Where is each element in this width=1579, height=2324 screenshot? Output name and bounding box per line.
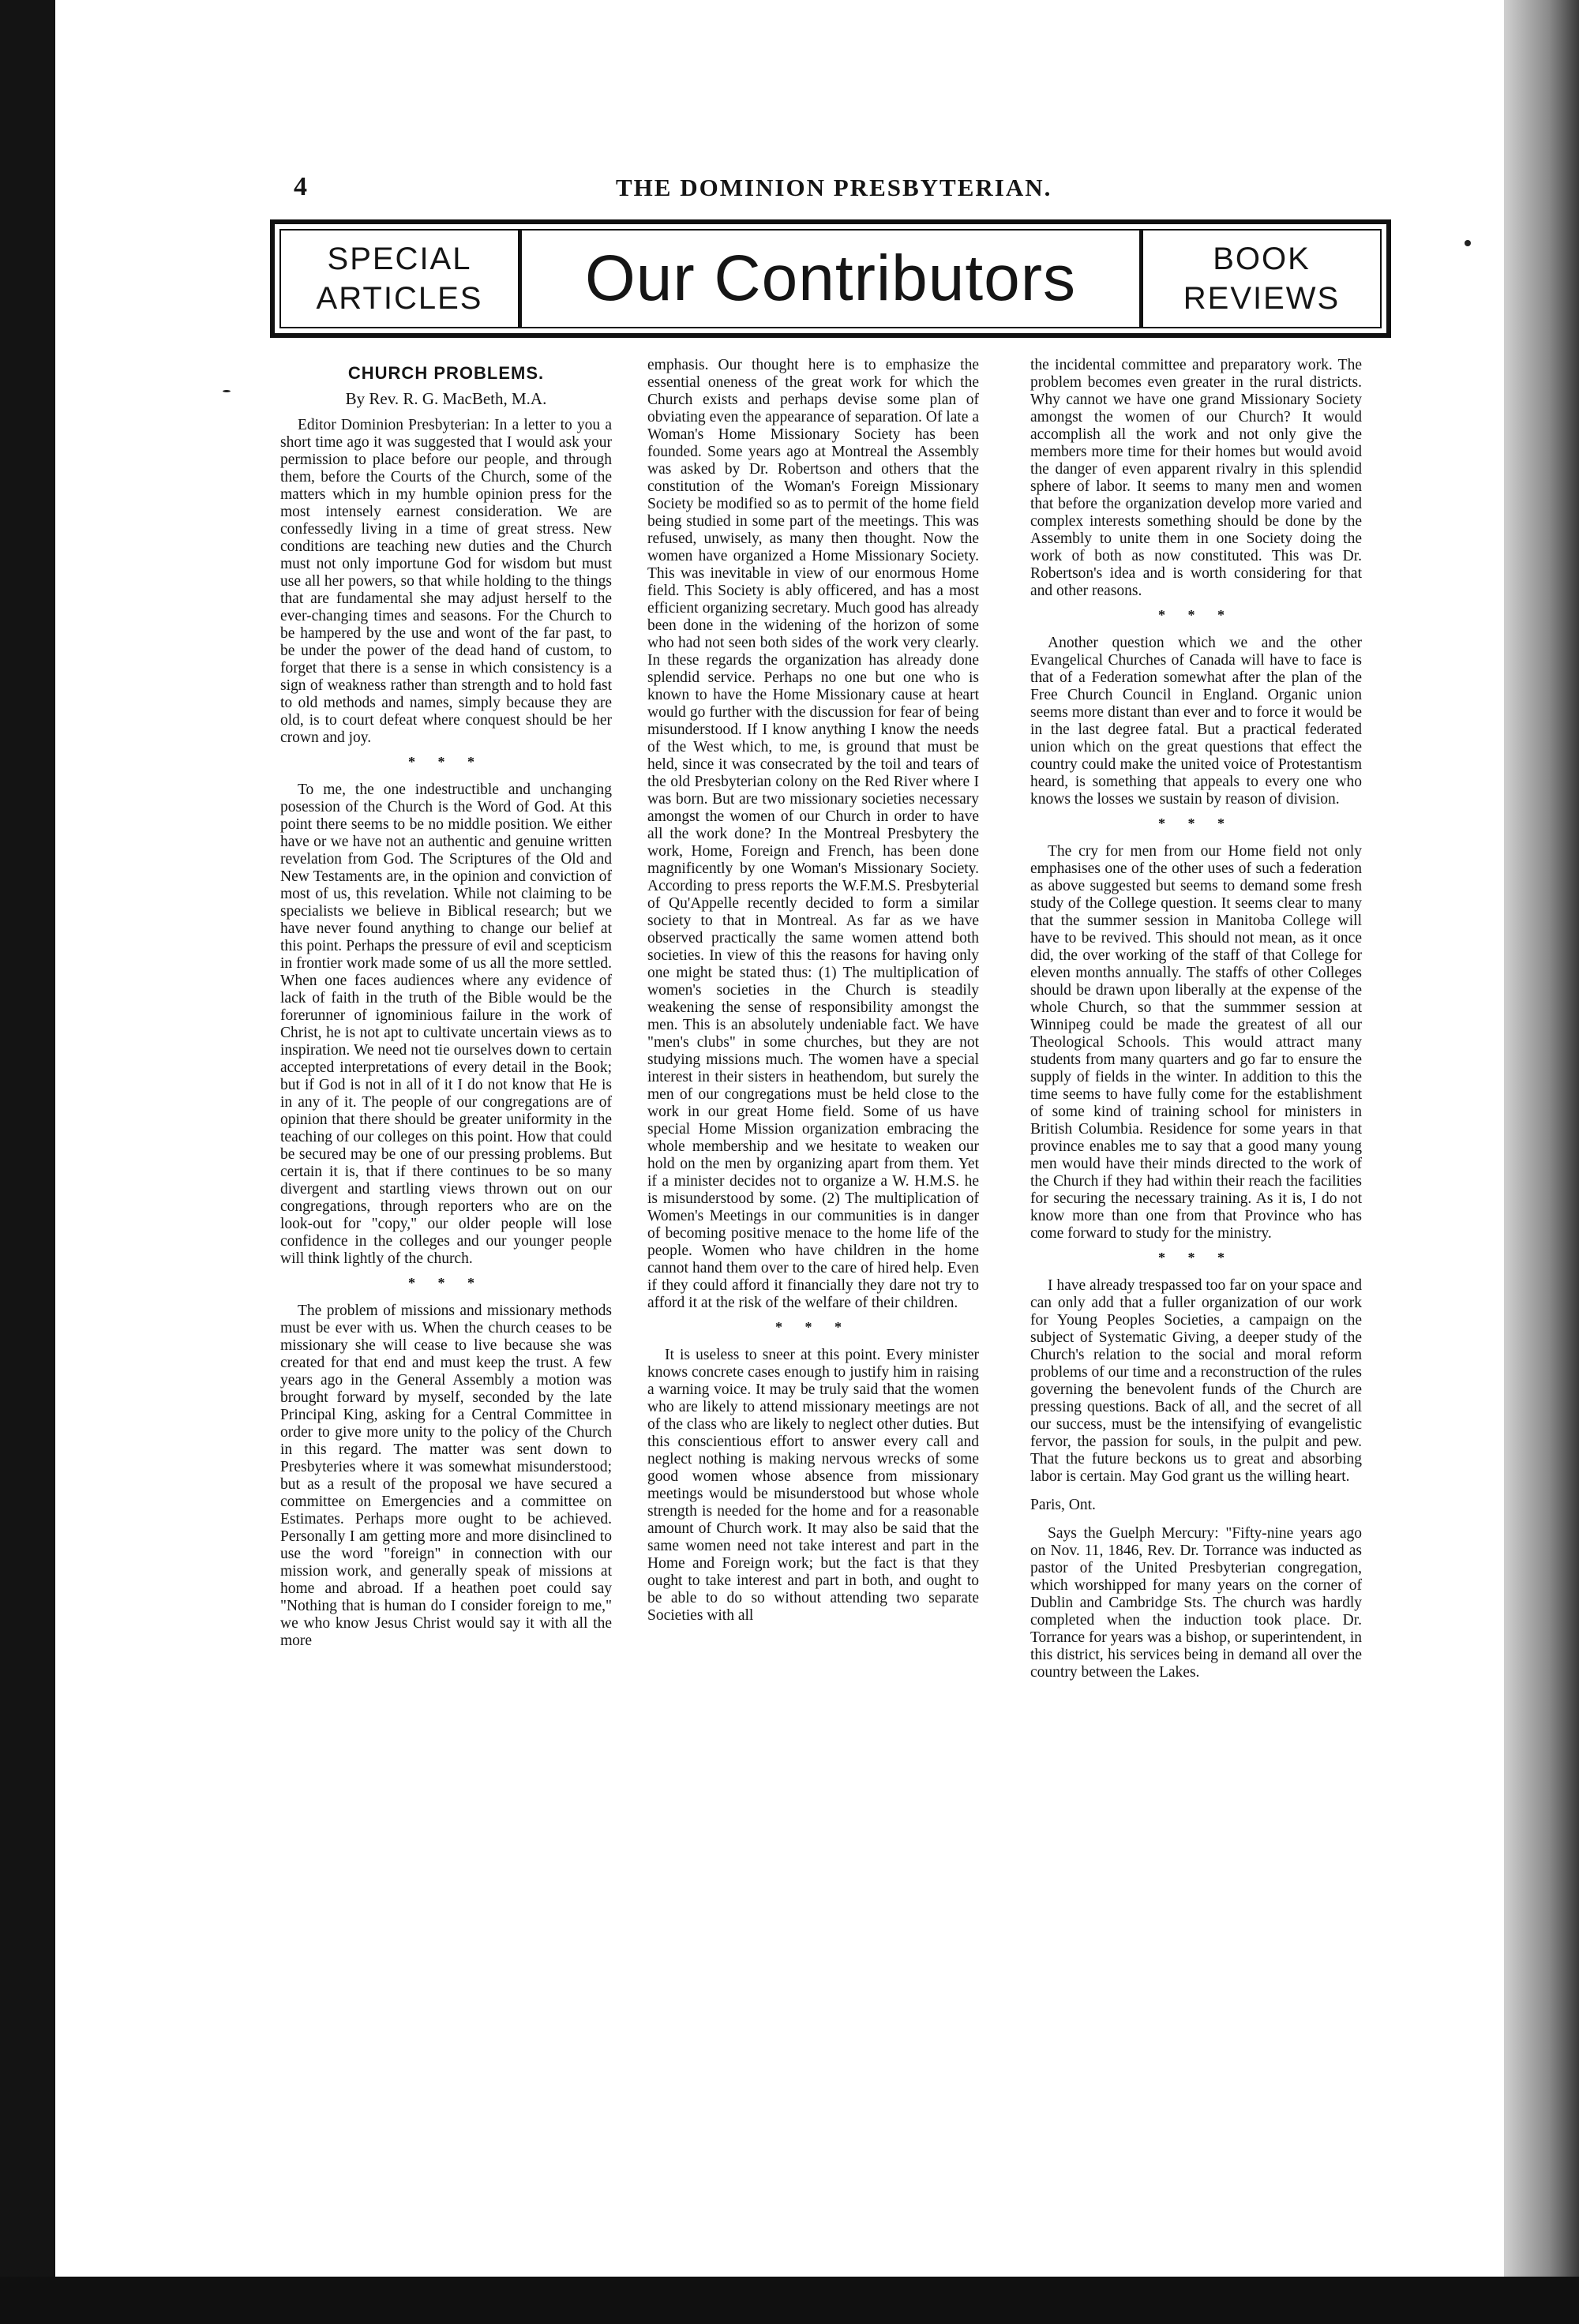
paragraph: I have already trespassed too far on your space and can only add that a fuller organization of our work for Young Peoples Societies, a campaign on the subject of Systematic Giving, a deeper study of the Church's relation to the social and moral reform problems of our time and a reconstruction of the rules governing the benevolent funds of the Church are pressing questions. Back of all, and the secret of all our success, must be the intensifying of evangelistic fervor, the passion for souls, in the pulpit and pew. That the future beckons us to great and absorbing labor is certain. May God grant us the willing heart. <box>1030 1277 1362 1485</box>
banner-left-panel <box>281 231 522 327</box>
section-banner <box>270 219 1391 338</box>
ink-speck <box>223 390 231 392</box>
section-divider: * * * <box>1158 815 1234 831</box>
paragraph: The problem of missions and missionary methods must be ever with us. When the church ceases to be missionary she will cease to live because she was created for that end and must keep the trust. A few years ago in the General Assembly a motion was brought forward by myself, seconded by the late Principal King, asking for a Central Committee in order to give more unity to the policy of the Church in this regard. The matter was sent down to Presbyteries where it was somewhat misunderstood; but as a result of the proposal we have secured a committee on Emergencies and a committee on Estimates. Perhaps more ought to be achieved. Personally I am getting more and more disinclined to use the word "foreign" in connection with our mission work, and generally speak of missions at home and abroad. If a heathen poet could say "Nothing that is human do I consider foreign to me," we who know Jesus Christ would say it with all the more <box>280 1303 612 1649</box>
article-headline: CHURCH PROBLEMS. <box>347 363 545 383</box>
section-divider: * * * <box>408 1275 484 1291</box>
banner-right-line1: BOOK <box>1213 242 1311 276</box>
paragraph: Editor Dominion Presbyterian: In a letter to you a short time ago it was suggested that I would ask your permission to place before our people, and through them, before the Courts of the Church, some of the matters which in my humble opinion press for the most intensely earnest consideration. We are confessedly living in a time of great stress. New conditions are teaching new duties and the Church must not only importune God for wisdom but must use all her powers, so that while holding to the things that are fundamental she may adjust herself to the ever-changing times and seasons. For the Church to be hampered by the use and wont of the far past, to be under the power of the dead hand of custom, to forget that there is a sense in which consistency is a sign of weakness rather than strength and to hold fast to old methods and names, simply because they are old, is to court defeat where conquest should be her crown and joy. <box>280 417 612 746</box>
paragraph: To me, the one indestructible and unchanging posession of the Church is the Word of God. At this point there seems to be no middle position. We either have or we have not an authentic and genuine written revelation from God. The Scriptures of the Old and New Testaments are, in the opinion and conviction of most of us, this revelation. While not claiming to be specialists we believe in Biblical research; but we have never found anything to change our belief at this point. Perhaps the pressure of evil and scepticism in frontier work made some of us all the more settled. When one faces audiences where any evidence of lack of faith in the truth of the Bible would be the forerunner of ignominious failure in the work of Christ, he is not apt to cultivate uncertain views as to inspiration. We need not tie ourselves down to certain accepted interpretations of every detail in the Book; but if God is not in all of it I do not know that He is in any of it. The people of our congregations are of opinion that there should be greater uniformity in the teaching of our colleges on this point. How that could be secured may be one of our pressing problems. But certain it is, that if there continues to be so many divergent and startling views thrown out on our congregations, through reporters who are on the look-out for "copy," our older people will lose confidence in the colleges and our younger people will think lightly of the church. <box>280 782 612 1267</box>
banner-left-line2: ARTICLES <box>316 281 483 316</box>
paragraph: The cry for men from our Home field not only emphasises one of the other uses of such a federation as above suggested but seems to demand some fresh study of the College question. It seems clear to many that the summer session in Manitoba College will have to be revived. This should not mean, as it once did, the over working of the staff of that College for eleven months annually. The staffs of other Colleges should be drawn upon liberally at the expense of the whole Church, so that the summmer session at Winnipeg could be made the greatest of all our Theological Schools. This would attract many students from many quarters and go far to ensure the supply of fields in the winter. In addition to this the time seems to have fully come for the establishment of some kind of training school for ministers in British Columbia. Residence for some years in that province enables me to say that a good many young men would have their minds directed to the work of the Church if they had within their reach the facilities for securing the necessary training. As it is, I do not know more than one from that Province who has come forward to study for the ministry. <box>1030 843 1362 1242</box>
column-1 <box>280 357 612 1661</box>
paragraph: the incidental committee and preparatory work. The problem becomes even greater in the rural districts. Why cannot we have one grand Missionary Society amongst the women of our Church? It would accomplish all the work and not only give the members more time for their homes but would avoid the danger of even apparent rivalry in this splendid sphere of labor. It seems to many men and women that before the organization develop more varied and complex interests something should be done by the Assembly to unite them in one Society doing the work of both as now constituted. This was Dr. Robertson's idea and is worth considering for that and other reasons. <box>1030 357 1362 599</box>
page-number: 4 <box>294 172 307 201</box>
banner-left-line1: SPECIAL <box>327 242 472 276</box>
paragraph: Says the Guelph Mercury: "Fifty-nine years ago on Nov. 11, 1846, Rev. Dr. Torrance was inducted as pastor of the United Presbyterian congregation, which worshipped for many years on the corner of Dublin and Cambridge Sts. The church was hardly completed when the induction took place. Dr. Torrance for years was a bishop, or superintendent, in this district, his services being in demand all over the country between the Lakes. <box>1030 1525 1362 1681</box>
section-divider: * * * <box>408 754 484 770</box>
ink-speck <box>1465 240 1471 246</box>
banner-right-line2: REVIEWS <box>1183 281 1341 316</box>
banner-right-panel <box>1139 231 1380 327</box>
paragraph: emphasis. Our thought here is to emphasize the essential oneness of the great work for which the Church exists and perhaps devise some plan of obviating even the appearance of separation. Of late a Woman's Home Missionary Society has been founded. Some years ago at Montreal the Assembly was asked by Dr. Robertson and others that the constitution of the Woman's Foreign Missionary Society be modified so as to permit of the home field being studied in some part of the meetings. This was refused, unwisely, as many then thought. Now the women have organized a Home Missionary Society. This was inevitable in view of our enormous Home field. This Society is ably officered, and has a most efficient organizing secretary. Much good has already been done in the widening of the horizon of some who had not seen both sides of the work very clearly. In these regards the organization has already done splendid service. Perhaps no one but one who is known to have the Home Missionary cause at heart would go further with the discussion for fear of being misunderstood. If I know anything I know the needs of the West which, to me, is ground that must be held, since it was consecrated by the toil and tears of the old Presbyterian colony on the Red River where I was born. But are two missionary societies necessary amongst the women of our Church in order to have all the work done? In the Montreal Presbytery the work, Home, Foreign and French, has been done magnificently by one Woman's Missionary Society. According to press reports the W.F.M.S. Presbyterial of Qu'Appelle recently decided to form a similar society to that in Montreal. As far as we have observed practically the same women attend both societies. In view of this the reasons for having only one might be stated thus: (1) The multiplication of women's societies in the Church is steadily weakening the sense of responsibility amongst the men. This is an absolutely undeniable fact. We have "men's clubs" in some churches, but they are not studying missions much. The women have a special interest in their sisters in heathendom, but surely the men of our congregations must be held close to the work in our great Home field. Some of us have special Home Mission organization embracing the whole membership and we hesitate to weaken our hold on the men by organizing apart from them. Yet if a minister decides not to organize a W. H.M.S. he is misunderstood by some. (2) The multiplication of Women's Meetings in our communities is in danger of becoming positive menace to the home life of the people. Women who have children in the home cannot hand them over to the care of hired help. Even if they could afford it financially they dare not try to afford it at the risk of the welfare of their children. <box>647 357 979 1311</box>
banner-title: Our Contributors <box>584 242 1077 314</box>
article-byline: By Rev. R. G. MacBeth, M.A. <box>345 389 547 408</box>
column-2 <box>647 357 979 1636</box>
signoff: Paris, Ont. <box>1030 1497 1096 1513</box>
column-3 <box>1030 357 1362 1692</box>
section-divider: * * * <box>775 1319 851 1335</box>
section-banner-inner <box>279 229 1382 328</box>
paragraph: Another question which we and the other Evangelical Churches of Canada will have to face is that of a Federation somewhat after the plan of the Free Church Council in England. Organic union seems more distant than ever and to force it would be in the last degree fatal. But a practical federated union which on the great questions that effect the country could make the united voice of Protestantism heard, is something that appeals to every one who knows the losses we sustain by reason of division. <box>1030 635 1362 808</box>
page-edge-shadow <box>1504 0 1579 2324</box>
section-divider: * * * <box>1158 607 1234 623</box>
section-divider: * * * <box>1158 1250 1234 1265</box>
page-bottom-border <box>0 2277 1579 2324</box>
running-head: THE DOMINION PRESBYTERIAN. <box>616 174 1052 201</box>
paragraph: It is useless to sneer at this point. Every minister knows concrete cases enough to justify him in raising a warning voice. It may be truly said that the women who are likely to attend missionary meetings are not of the class who are likely to neglect other duties. But this conscientious effort to answer every call and neglect nothing is making nervous wrecks of some good women whose absence from missionary meetings would be misunderstood but whose whole strength is needed for the home and for a reasonable amount of Church work. It may also be said that the same women need not take interest and part in the Home and Foreign work; but the fact is that they ought to take interest and part in both, and ought to be able to do so without attending two separate Societies with all <box>647 1347 979 1624</box>
